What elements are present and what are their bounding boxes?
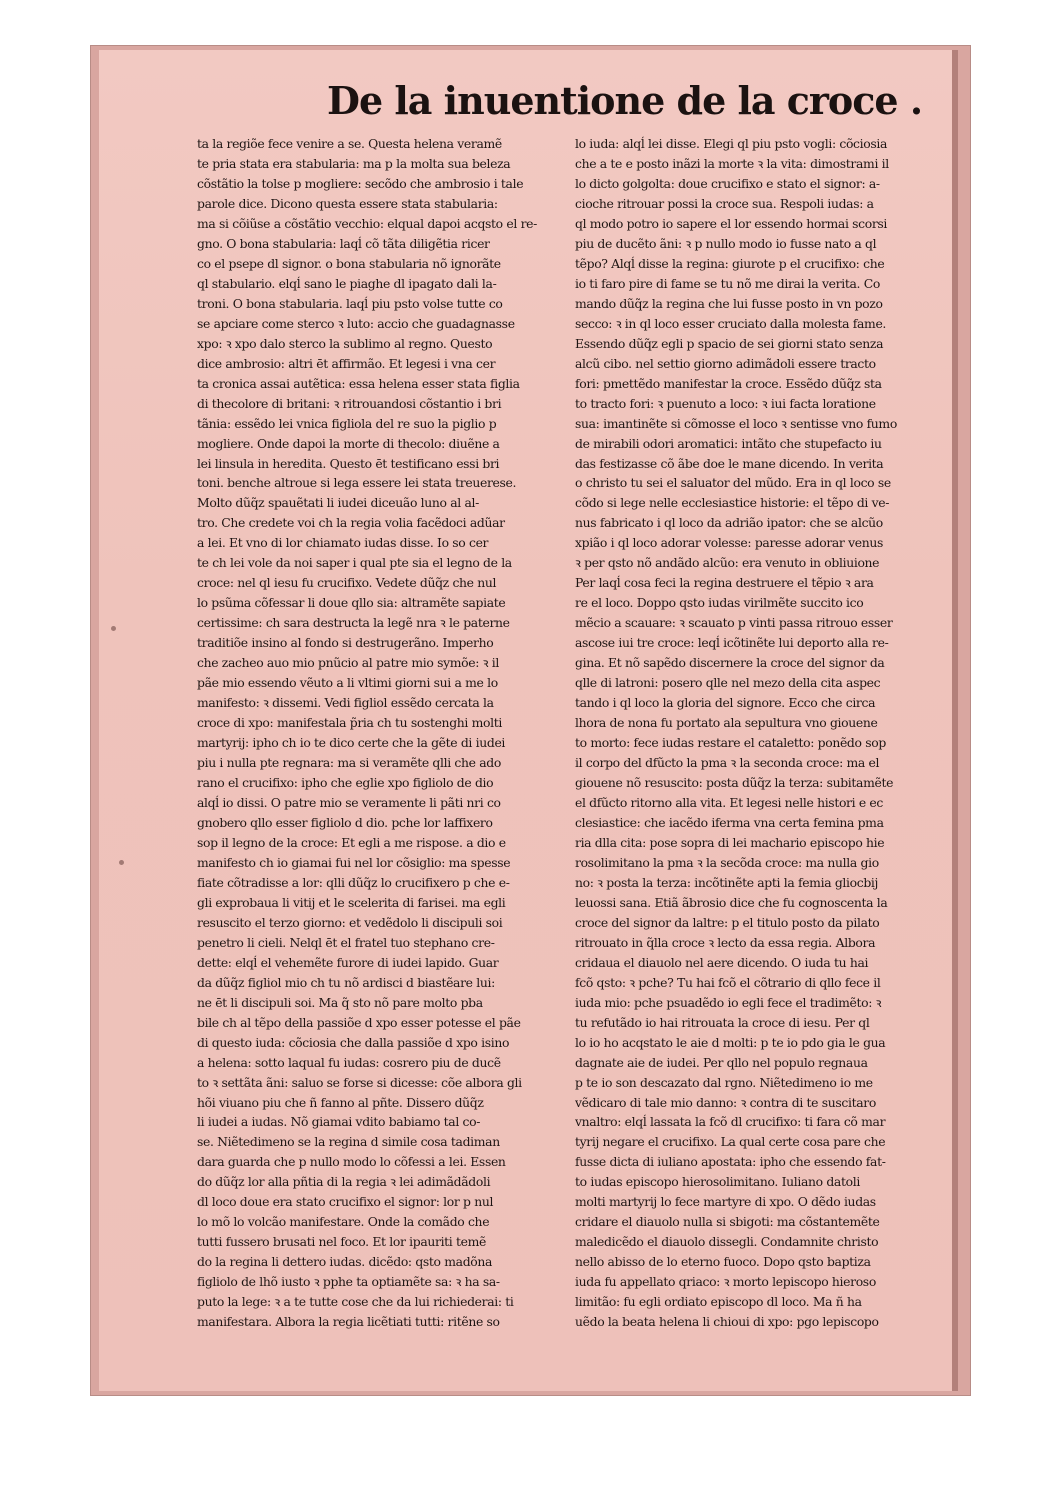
text-line: dagnate aie de iudei. Per qllo nel populo regnaua	[575, 1054, 868, 1070]
text-line: manifesto ch io giamai fui nel lor cõsiglio: ma spesse	[197, 854, 511, 870]
text-line: to tracto fori: ꝛ puenuto a loco: ꝛ iui facta loratione	[575, 395, 876, 411]
text-line: il corpo del dfũcto la pma ꝛ la seconda croce: ma el	[575, 755, 880, 771]
text-line: ma si cõiũse a cõstãtio vecchio: elqual dapoi acqsto el re-	[197, 215, 537, 231]
text-line: de mirabili odori aromatici: intãto che stupefacto iu	[575, 435, 882, 451]
text-line: gno. O bona stabularia: laqĺ cõ tãta diligẽtia ricer	[197, 235, 490, 251]
text-line: xpo: ꝛ xpo dalo sterco la sublimo al regno. Questo	[197, 335, 493, 351]
text-line: o christo tu sei el saluator del mũdo. Era in ql loco se	[575, 475, 891, 491]
text-line: molti martyrij lo fece martyre di xpo. O dẽdo iudas	[575, 1194, 876, 1210]
text-line: ritrouato in q̃lla croce ꝛ lecto da essa regia. Albora	[575, 934, 876, 950]
text-line: mogliere. Onde dapoi la morte di thecolo: diuẽne a	[197, 435, 500, 451]
text-line: fiate cõtradisse a lor: qlli dũq̃z lo crucifixero p che e-	[197, 874, 510, 890]
text-line: che zacheo auo mio pnũcio al patre mio symõe: ꝛ il	[197, 655, 499, 671]
text-line: ql stabulario. elqĺ sano le piaghe dl ipagato dali la-	[197, 275, 497, 291]
text-line: lo iuda: alqĺ lei disse. Elegi ql piu psto vogli: cõciosia	[575, 136, 888, 151]
text-line: di questo iuda: cõciosia che dalla passiõe d xpo isino	[197, 1034, 510, 1050]
text-line: uẽdo la beata helena li chioui di xpo: pgo lepiscopo	[575, 1314, 879, 1330]
text-line: das festizasse cõ ãbe doe le mane dicendo. In verita	[575, 455, 884, 471]
text-line: rano el crucifixo: ipho che eglie xpo figliolo de dio	[197, 775, 494, 790]
text-line: penetro li cieli. Nelql ēt el fratel tuo stephano cre-	[197, 934, 495, 950]
text-line: no: ꝛ posta la terza: incõtinẽte apti la femia gliocbij	[575, 874, 879, 890]
text-line: clesiastice: che iacẽdo iferma vna certa femina pma	[575, 814, 884, 830]
text-line: cõstãtio la tolse p mogliere: secõdo che ambrosio i tale	[197, 175, 524, 191]
text-line: lo dicto golgolta: doue crucifixo e stato el signor: a-	[575, 175, 880, 191]
text-line: mẽcio a scauare: ꝛ scauato p vinti passa ritrouo esser	[575, 615, 893, 631]
text-line: dette: elqĺ el vehemẽte furore di iudei lapido. Guar	[197, 954, 499, 970]
text-line: vnaltro: elqĺ lassata la fcõ dl crucifixo: ti fara cõ mar	[575, 1114, 886, 1130]
text-line: te ch lei vole da noi saper i qual pte sia el legno de la	[197, 555, 512, 571]
text-line: lhora de nona fu portato ala sepultura vno giouene	[575, 715, 878, 731]
text-line: lo io ho acqstato le aie d molti: p te io pdo gia le gua	[575, 1034, 886, 1050]
text-line: nello abisso de lo eterno fuoco. Dopo qsto baptiza	[575, 1254, 871, 1270]
text-line: a helena: sotto laqual fu iudas: cosrero piu de ducẽ	[197, 1054, 501, 1070]
text-line: lo psũma cõfessar li doue qllo sia: altramẽte sapiate	[197, 595, 506, 611]
text-line: croce: nel ql iesu fu crucifixo. Vedete dũq̃z che nul	[197, 575, 497, 591]
text-line: dl loco doue era stato crucifixo el signor: lor p nul	[197, 1194, 494, 1210]
text-line: ꝛ per qsto nõ andãdo alcũo: era venuto in obliuione	[575, 555, 880, 571]
paper-blemish	[111, 626, 116, 631]
text-line: da dũq̃z figliol mio ch tu nõ ardisci d biastẽare lui:	[197, 974, 495, 990]
text-line: tutti fussero brusati nel foco. Et lor ipauriti temẽ	[197, 1234, 487, 1250]
scan-background	[90, 45, 971, 1396]
text-line: pãe mio essendo vẽuto a li vltimi giorni sui a me lo	[197, 675, 498, 691]
text-line: Per laqĺ cosa feci la regina destruere el tẽpio ꝛ ara	[575, 575, 874, 591]
text-line: troni. O bona stabularia. laqĺ piu psto volse tutte co	[197, 295, 503, 311]
text-line: gli exprobaua li vitij et le scelerita di farisei. ma egli	[197, 894, 506, 910]
text-line: ria dlla cita: pose sopra di lei machario episcopo hie	[575, 834, 885, 850]
text-line: to ꝛ settãta ãni: saluo se forse si dicesse: cõe albora gli	[197, 1074, 522, 1090]
text-line: tãnia: essẽdo lei vnica figliola del re suo la piglio p	[197, 415, 497, 431]
text-line: resuscito el terzo giorno: et vedẽdolo li discipuli soi	[197, 914, 503, 930]
text-line: fusse dicta di iuliano apostata: ipho che essendo fat-	[575, 1154, 886, 1170]
text-line: ql modo potro io sapere el lor essendo hormai scorsi	[575, 215, 888, 231]
text-line: martyrij: ipho ch io te dico certe che la gẽte di iudei	[197, 735, 506, 751]
text-line: maledicẽdo el diauolo dissegli. Condamnite christo	[575, 1234, 879, 1250]
text-line: tu refutãdo io hai ritrouata la croce di iesu. Per ql	[575, 1014, 870, 1030]
text-line: a lei. Et vno di lor chiamato iudas disse. Io so cer	[197, 535, 489, 551]
text-line: iuda mio: pche psuadẽdo io egli fece el tradimẽto: ꝛ	[575, 994, 882, 1010]
text-line: toni. benche altroue si lega essere lei stata treuerese.	[197, 475, 517, 491]
text-line: fori: pmettẽdo manifestar la croce. Essẽdo dũq̃z sta	[575, 375, 882, 391]
right-text-column	[575, 134, 925, 1332]
left-text-column	[197, 134, 547, 1332]
text-line: se. Niẽtedimeno se la regina d simile cosa tadiman	[197, 1134, 500, 1150]
text-line: tro. Che credete voi ch la regia volia facẽdoci adũar	[197, 515, 505, 531]
text-line: do la regina li dettero iudas. dicẽdo: qsto madõna	[197, 1254, 493, 1270]
text-line: p te io son descazato dal rgno. Niẽtedimeno io me	[575, 1074, 873, 1090]
text-line: vẽdicaro di tale mio danno: ꝛ contra di te suscitaro	[575, 1094, 876, 1110]
text-line: dice ambrosio: altri ēt affirmão. Et legesi i vna cer	[197, 355, 496, 371]
text-line: traditiõe insino al fondo si destrugerãno. Imperho	[197, 635, 494, 651]
text-line: xpião i ql loco adorar volesse: paresse adorar venus	[575, 535, 883, 551]
text-line: alcũ cibo. nel settio giorno adimãdoli essere tracto	[575, 355, 876, 371]
text-line: di thecolore di britani: ꝛ ritrouandosi cõstantio i bri	[197, 395, 502, 411]
text-line: limitão: fu egli ordiato episcopo dl loco. Ma ñ ha	[575, 1294, 862, 1310]
text-line: cõdo si lege nelle ecclesiastice historie: el tẽpo di ve-	[575, 495, 890, 511]
text-line: do dũq̃z lor alla pñtia di la regia ꝛ lei adimãdãdoli	[197, 1174, 491, 1190]
text-line: piu de ducẽto ãni: ꝛ p nullo modo io fusse nato a ql	[575, 235, 877, 251]
text-line: re el loco. Doppo qsto iudas virilmẽte succito ico	[575, 595, 864, 611]
text-line: certissime: ch sara destructa la legẽ nra ꝛ le paterne	[197, 615, 510, 631]
text-line: lei linsula in heredita. Questo ēt testificano essi bri	[197, 455, 500, 471]
text-line: el dfũcto ritorno alla vita. Et legesi nelle histori e ec	[575, 794, 883, 810]
text-line: alqĺ io dissi. O patre mio se veramente li pãti nri co	[197, 794, 501, 810]
text-line: fcõ qsto: ꝛ pche? Tu hai fcõ el cõtrario di qllo fece il	[575, 974, 881, 990]
text-line: ta cronica assai autẽtica: essa helena esser stata figlia	[197, 375, 520, 391]
text-line: cridare el diauolo nulla si sbigoti: ma cõstantemẽte	[575, 1214, 880, 1230]
text-line: sua: imantinẽte si cõmosse el loco ꝛ sentisse vno fumo	[575, 415, 897, 431]
text-line: bile ch al tẽpo della passiõe d xpo esser potesse el pãe	[197, 1014, 521, 1030]
text-line: lo mõ lo volcão manifestare. Onde la comãdo che	[197, 1214, 490, 1230]
text-line: tyrij negare el crucifixo. La qual certe cosa pare che	[575, 1134, 886, 1150]
page-edge	[952, 50, 958, 1391]
text-line: Molto dũq̃z spauẽtati li iudei diceuão luno al al-	[197, 495, 479, 511]
text-line: gina. Et nõ sapẽdo discernere la croce del signor da	[575, 655, 885, 671]
text-line: to iudas episcopo hierosolimitano. Iuliano datoli	[575, 1174, 860, 1190]
text-line: rosolimitano la pma ꝛ la secõda croce: ma nulla gio	[575, 854, 879, 870]
text-line: manifesto: ꝛ dissemi. Vedi figliol essẽdo cercata la	[197, 695, 494, 711]
text-line: iuda fu appellato qriaco: ꝛ morto lepiscopo hieroso	[575, 1274, 876, 1290]
text-line: giouene nõ resuscito: posta dũq̃z la terza: subitamẽte	[575, 775, 894, 790]
text-line: che a te e posto inãzi la morte ꝛ la vita: dimostrami il	[575, 155, 889, 171]
text-line: dara guarda che p nullo modo lo cõfessi a lei. Essen	[197, 1154, 506, 1170]
text-line: li iudei a iudas. Nõ giamai vdito babiamo tal co-	[197, 1114, 481, 1130]
text-line: gnobero qllo esser figliolo d dio. pche lor laffixero	[197, 814, 493, 830]
text-line: piu i nulla pte regnara: ma si veramẽte qlli che ado	[197, 755, 501, 771]
text-line: secco: ꝛ in ql loco esser cruciato dalla molesta fame.	[575, 315, 887, 331]
text-line: nus fabricato i ql loco da adrião ipator: che se alcũo	[575, 515, 883, 531]
text-line: croce di xpo: manifestala p̃ria ch tu sostenghi molti	[197, 715, 502, 731]
text-line: tẽpo? Alqĺ disse la regina: giurote p el crucifixo: che	[575, 255, 885, 271]
book-page	[99, 50, 954, 1391]
text-line: qlle di latroni: posero qlle nel mezo della cita aspec	[575, 675, 881, 691]
running-header: De la inuentione de la croce .	[327, 78, 923, 123]
text-line: puto la lege: ꝛ a te tutte cose che da lui richiederai: ti	[197, 1294, 514, 1310]
text-line: co el psepe dl signor. o bona stabularia nõ ignorãte	[197, 255, 501, 271]
text-line: se apciare come sterco ꝛ luto: accio che guadagnasse	[197, 315, 515, 331]
text-line: mando dũq̃z la regina che lui fusse posto in vn pozo	[575, 295, 883, 311]
text-line: leuossi sana. Etiã ãbrosio dice che fu cognoscenta la	[575, 894, 888, 910]
text-line: ne ēt li discipuli soi. Ma q̃ sto nõ pare molto pba	[197, 994, 483, 1010]
text-line: tando i ql loco la gloria del signore. Ecco che circa	[575, 695, 876, 711]
text-line: hõi viuano piu che ñ fanno al pñte. Dissero dũq̃z	[197, 1094, 484, 1110]
text-line: te pria stata era stabularia: ma p la molta sua beleza	[197, 155, 511, 171]
text-line: sop il legno de la croce: Et egli a me rispose. a dio e	[197, 834, 506, 850]
paper-blemish	[119, 860, 124, 865]
text-line: cridaua el diauolo nel aere dicendo. O iuda tu hai	[575, 954, 869, 970]
text-line: manifestara. Albora la regia licẽtiati tutti: ritẽne so	[197, 1314, 500, 1330]
text-line: parole dice. Dicono questa essere stata stabularia:	[197, 195, 498, 211]
text-line: Essendo dũq̃z egli p spacio de sei giorni stato senza	[575, 335, 884, 351]
text-line: figliolo de lhõ iusto ꝛ pphe ta optiamẽte sa: ꝛ ha sa-	[197, 1274, 500, 1290]
text-line: croce del signor da laltre: p el titulo posto da pilato	[575, 914, 880, 930]
text-line: ascose iui tre croce: leqĺ icõtinẽte lui deporto alla re-	[575, 635, 889, 651]
text-line: ta la regiõe fece venire a se. Questa helena veramẽ	[197, 136, 502, 151]
text-line: to morto: fece iudas restare el cataletto: ponẽdo sop	[575, 735, 886, 751]
text-line: io ti faro pire di fame se tu nõ me dirai la verita. Co	[575, 275, 880, 291]
text-line: cioche ritrouar possi la croce sua. Respoli iudas: a	[575, 195, 874, 211]
